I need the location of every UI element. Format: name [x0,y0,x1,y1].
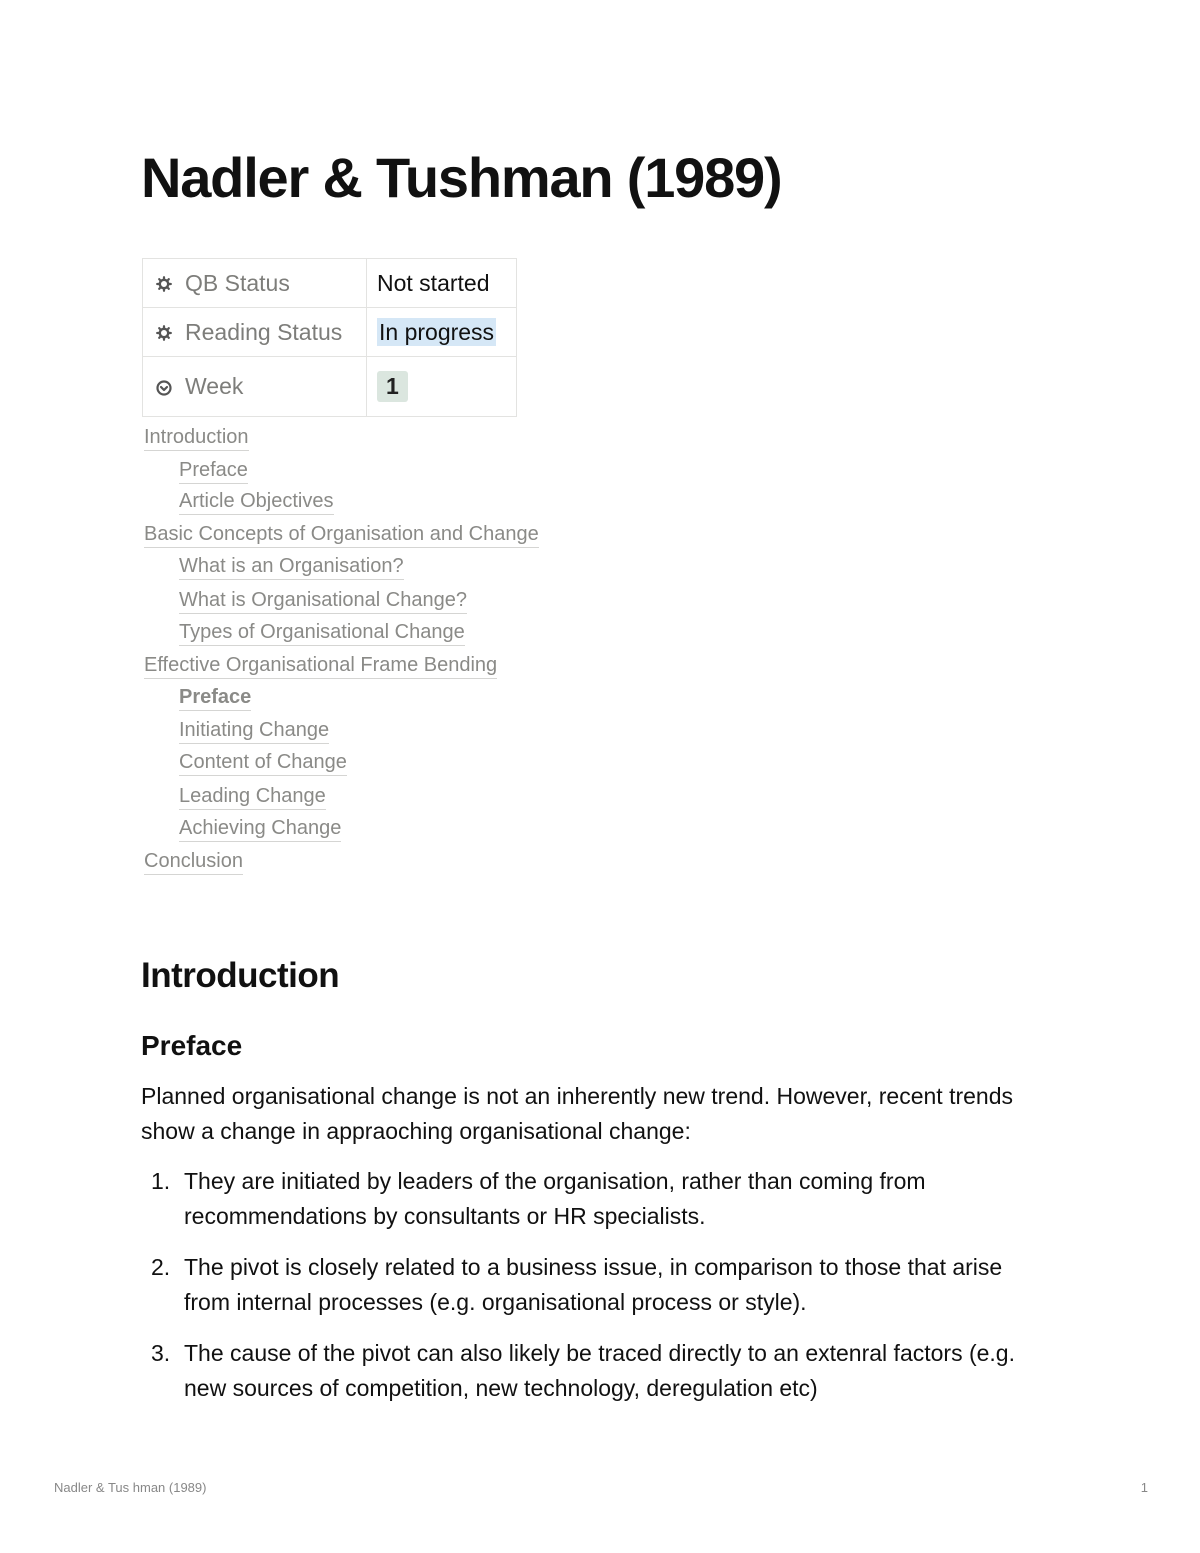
list-item [141,1336,1051,1406]
toc-link-introduction[interactable]: Introduction [144,424,249,451]
week-badge: 1 [377,371,408,402]
toc-link-what-is-organisation[interactable]: What is an Organisation? [179,553,404,580]
chevron-circle-icon [155,378,173,396]
week-value[interactable] [367,357,517,417]
section-heading-introduction: Introduction [141,956,340,995]
toc-link-achieving-change[interactable]: Achieving Change [179,815,341,842]
page-title: Nadler & Tushman (1989) [141,146,782,209]
toc-link-basic-concepts[interactable]: Basic Concepts of Organisation and Change [144,521,539,548]
property-label: Reading Status [185,318,343,345]
status-value: In progress [379,318,495,345]
property-label: Week [185,373,244,399]
list-number: 2. [151,1254,171,1280]
qb-status-value[interactable] [367,259,517,308]
toc-link-what-is-change[interactable]: What is Organisational Change? [179,587,467,614]
subsection-heading-preface: Preface [141,1030,243,1061]
list-item-text: The pivot is closely related to a business issue, in comparison to those that arise from internal processes (e.g. organisational process or style). [184,1254,1003,1315]
property-label: QB Status [185,269,290,296]
gear-icon [155,323,173,341]
toc-link-article-objectives[interactable]: Article Objectives [179,488,334,515]
list-item-text: They are initiated by leaders of the organisation, rather than coming from recommendations by consultants or HR specialists. [184,1168,926,1229]
body-paragraph: Planned organisational change is not an inherently new trend. However, recent trends show a change in appraoching organisational change: [141,1083,1013,1144]
list-item-text: The cause of the pivot can also likely be traced directly to an extenral factors (e.g. new sources of competition, new technology, deregulation etc) [184,1340,1015,1401]
list-item [141,1250,1051,1320]
toc-link-leading-change[interactable]: Leading Change [179,783,326,810]
status-value: Not started [377,269,490,296]
list-number: 1. [151,1168,171,1194]
toc-link-preface-2[interactable]: Preface [179,684,251,711]
properties-table [142,258,517,417]
list-number: 3. [151,1340,171,1366]
list-item [141,1164,1051,1234]
numbered-list [141,1164,1051,1422]
toc-link-initiating-change[interactable]: Initiating Change [179,717,329,744]
property-key [143,308,367,357]
toc-link-content-of-change[interactable]: Content of Change [179,749,347,776]
footer-page-number: 1 [1140,1480,1148,1495]
property-key [143,259,367,308]
footer-document-title: Nadler & Tus hman (1989) [54,1480,207,1495]
property-key [143,357,367,417]
toc-link-frame-bending[interactable]: Effective Organisational Frame Bending [144,652,497,679]
toc-link-preface[interactable]: Preface [179,457,248,484]
property-row-week [143,357,517,417]
reading-status-value[interactable] [367,308,517,357]
gear-icon [155,274,173,292]
property-row-qb-status [143,259,517,308]
toc-link-types-of-change[interactable]: Types of Organisational Change [179,619,465,646]
toc-link-conclusion[interactable]: Conclusion [144,848,243,875]
property-row-reading-status [143,308,517,357]
